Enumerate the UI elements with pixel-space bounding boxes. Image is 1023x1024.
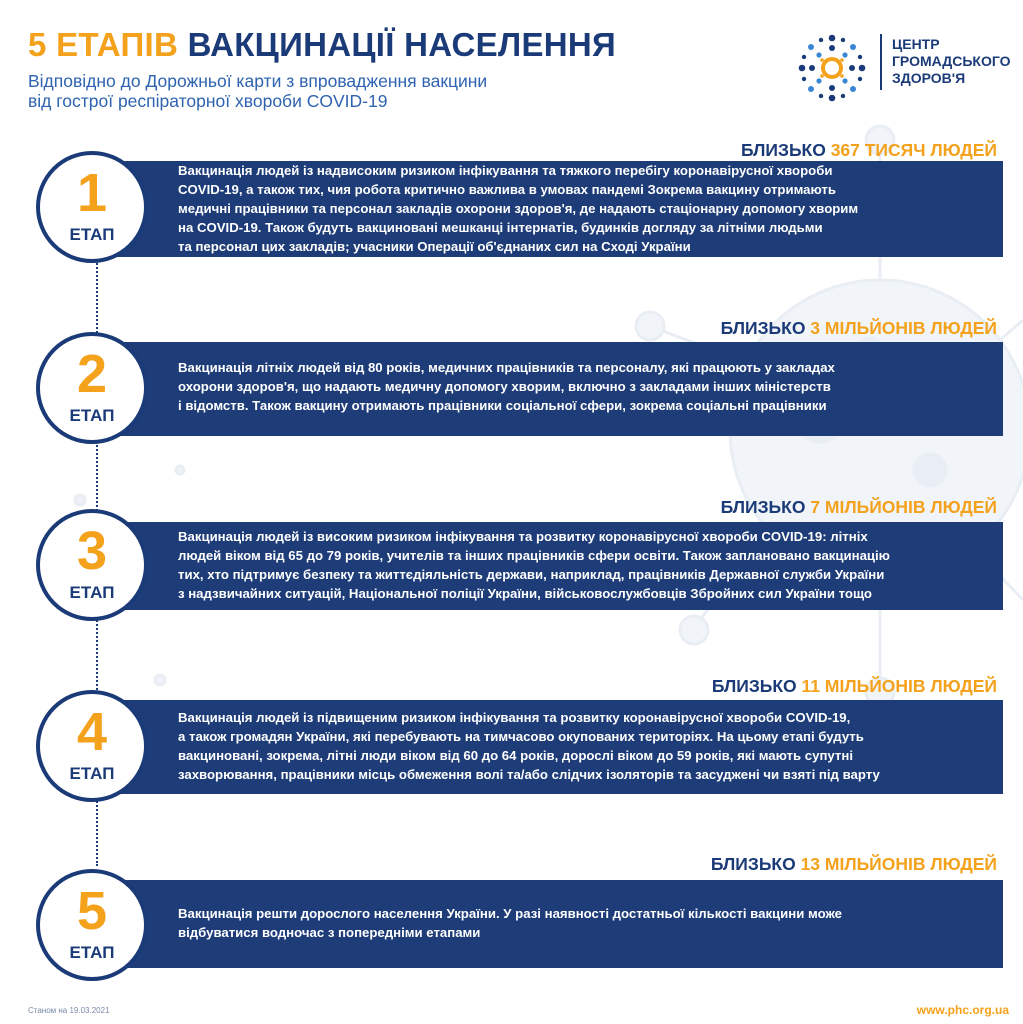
description-line: і відомств. Також вакцину отримають працівники соціальної сфери, зокрема соціальні працівники — [178, 398, 827, 413]
people-prefix: БЛИЗЬКО — [720, 497, 811, 517]
stage-description — [178, 527, 890, 603]
people-number: 13 МІЛЬЙОНІВ ЛЮДЕЙ — [800, 854, 997, 874]
description-line: з надзвичайних ситуацій, Національної поліції України, військовослужбовців Збройних сил України тощо — [178, 586, 872, 601]
stage-description — [178, 708, 880, 784]
description-line: Вакцинація людей із високим ризиком інфікування та розвитку коронавірусної хвороби COVID-19: літніх — [178, 529, 868, 544]
people-number: 7 МІЛЬЙОНІВ ЛЮДЕЙ — [810, 497, 997, 517]
subtitle-line: Відповідно до Дорожньої карти з впровадження вакцини — [28, 71, 488, 91]
people-number: 367 ТИСЯЧ ЛЮДЕЙ — [830, 140, 997, 160]
stage-1 — [0, 140, 1023, 260]
description-line: тих, хто підтримує безпеку та життєдіяльність держави, наприклад, працівників Державної служби України — [178, 567, 885, 582]
stage-people-count — [711, 854, 997, 875]
stage-people-count — [721, 497, 997, 518]
description-line: Вакцинація людей із надвисоким ризиком інфікування та тяжкого перебігу коронавірусної хвороби — [178, 163, 833, 178]
stage-label: ЕТАП — [69, 406, 115, 425]
logo-text-line: ГРОМАДСЬКОГО — [892, 53, 1011, 69]
stage-circle — [36, 509, 148, 621]
stage-number: 5 — [76, 881, 108, 941]
description-line: людей віком від 65 до 79 років, учителів та інших працівників сфери освіти. Також заплановано вакцинацію — [178, 548, 890, 563]
people-prefix: БЛИЗЬКО — [740, 140, 831, 160]
description-line: медичні працівники та персонал закладів охорони здоров'я, де надають стаціонарну допомогу хворим — [178, 201, 859, 216]
description-line: COVID-19, а також тих, чия робота критично важлива в умовах пандемі Зокрема вакцину отримають — [178, 182, 836, 197]
description-line: Вакцинація решти дорослого населення України. У разі наявності достатньої кількості вакцини може — [178, 906, 842, 921]
title-accent: 5 ЕТАПІВ — [28, 26, 179, 63]
description-line: охорони здоров'я, що надають медичну допомогу хворим, включно з закладами інших міністерств — [178, 379, 831, 394]
stage-circle — [36, 151, 148, 263]
stage-circle — [36, 690, 148, 802]
description-line: Вакцинація людей із підвищеним ризиком інфікування та розвитку коронавірусної хвороби COVID-19, — [178, 710, 851, 725]
stage-people-count — [741, 140, 997, 161]
description-line: вакциновані, зокрема, літні люди віком від 60 до 64 років, дорослі віком до 59 років, які мають супутні — [178, 748, 853, 763]
stage-4 — [0, 676, 1023, 796]
footer-website-link[interactable]: www.phc.org.ua — [916, 1003, 1009, 1017]
subtitle — [28, 71, 487, 111]
stage-5 — [0, 854, 1023, 984]
stage-2 — [0, 318, 1023, 438]
logo-text — [892, 36, 1011, 87]
stage-number: 4 — [76, 702, 108, 762]
people-prefix: БЛИЗЬКО — [711, 676, 802, 696]
people-prefix: БЛИЗЬКО — [720, 318, 811, 338]
stage-description — [178, 161, 858, 256]
stage-circle — [36, 332, 148, 444]
description-line: захворювання, працівники місць обмеження волі та/або слідчих ізоляторів та засуджені чи взяті під варту — [178, 767, 880, 782]
people-number: 11 МІЛЬЙОНІВ ЛЮДЕЙ — [801, 676, 997, 696]
stage-people-count — [712, 676, 997, 697]
subtitle-line: від гострої респіраторної хвороби COVID-19 — [28, 91, 388, 111]
people-prefix: БЛИЗЬКО — [710, 854, 801, 874]
people-number: 3 МІЛЬЙОНІВ ЛЮДЕЙ — [810, 318, 997, 338]
description-line: відбуватися водночас з попередніми етапами — [178, 925, 481, 940]
stage-label: ЕТАП — [69, 225, 115, 244]
stage-number: 2 — [76, 344, 108, 404]
stage-circle — [36, 869, 148, 981]
logo-divider — [880, 34, 882, 90]
stage-people-count — [721, 318, 997, 339]
description-line: на COVID-19. Також будуть вакциновані мешканці інтернатів, будинків догляду за літніми людьми — [178, 220, 823, 235]
stage-3 — [0, 497, 1023, 617]
stage-description — [178, 358, 835, 415]
stage-number: 1 — [76, 163, 108, 223]
stage-label: ЕТАП — [69, 764, 115, 783]
phc-logo-icon — [794, 30, 870, 106]
logo-text-line: ЦЕНТР — [892, 36, 940, 52]
title-main: ВАКЦИНАЦІЇ НАСЕЛЕННЯ — [187, 26, 617, 63]
stage-label: ЕТАП — [69, 583, 115, 602]
stage-number: 3 — [76, 521, 108, 581]
description-line: Вакцинація літніх людей від 80 років, медичних працівників та персоналу, які працюють у закладах — [178, 360, 835, 375]
description-line: а також громадян України, які перебувають на тимчасово окупованих територіях. На цьому етапі будуть — [178, 729, 864, 744]
logo-text-line: ЗДОРОВ'Я — [892, 70, 966, 86]
page-title — [28, 26, 616, 64]
description-line: та персонал цих закладів; учасники Операції об'єднаних сил на Сході України — [178, 239, 691, 254]
stage-label: ЕТАП — [69, 943, 115, 962]
stage-description — [178, 904, 842, 942]
footer-date-note: Станом на 19.03.2021 — [28, 1006, 110, 1015]
